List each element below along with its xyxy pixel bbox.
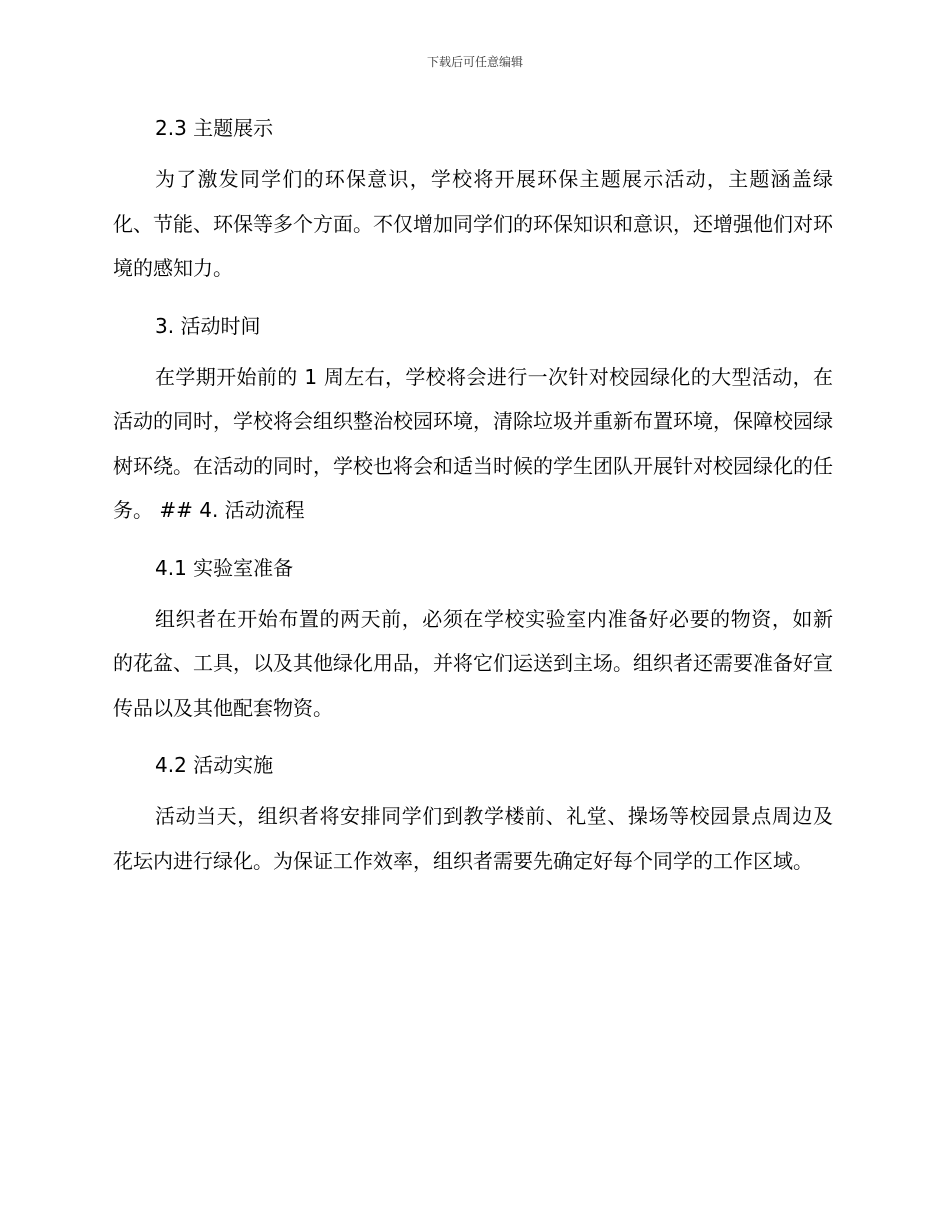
section-heading-2-3: 2.3 主题展示 — [155, 116, 274, 140]
section-heading-4-2: 4.2 活动实施 — [155, 753, 274, 777]
section-paragraph-4-2: 活动当天，组织者将安排同学们到教学楼前、礼堂、操场等校园景点周边及花坛内进行绿化。为保证工作效率，组织者需要先确定好每个同学的工作区域。 — [113, 804, 833, 873]
section-heading-3: 3. 活动时间 — [155, 313, 261, 338]
document-body — [113, 113, 833, 883]
section-heading-4-1: 4.1 实验室准备 — [155, 555, 294, 580]
page-header: 下载后可任意编辑 — [426, 55, 523, 69]
section-paragraph-3: 在学期开始前的 1 周左右，学校将会进行一次针对校园绿化的大型活动，在活动的同时，学校将会组织整治校园环境，清除垃圾并重新布置环境，保障校园绿树环绕。在活动的同时，学校也将会和适当时候的学生团队开展针对校园绿化的任务。 ## 4. 活动流程 — [113, 364, 833, 522]
section-paragraph-4-1: 组织者在开始布置的两天前，必须在学校实验室内准备好必要的物资，如新的花盆、工具，以及其他绿化用品，并将它们运送到主场。组织者还需要准备好宣传品以及其他配套物资。 — [113, 606, 833, 720]
section-paragraph-2-3: 为了激发同学们的环保意识，学校将开展环保主题展示活动，主题涵盖绿化、节能、环保等多个方面。不仅增加同学们的环保知识和意识，还增强他们对环境的感知力。 — [113, 167, 833, 280]
